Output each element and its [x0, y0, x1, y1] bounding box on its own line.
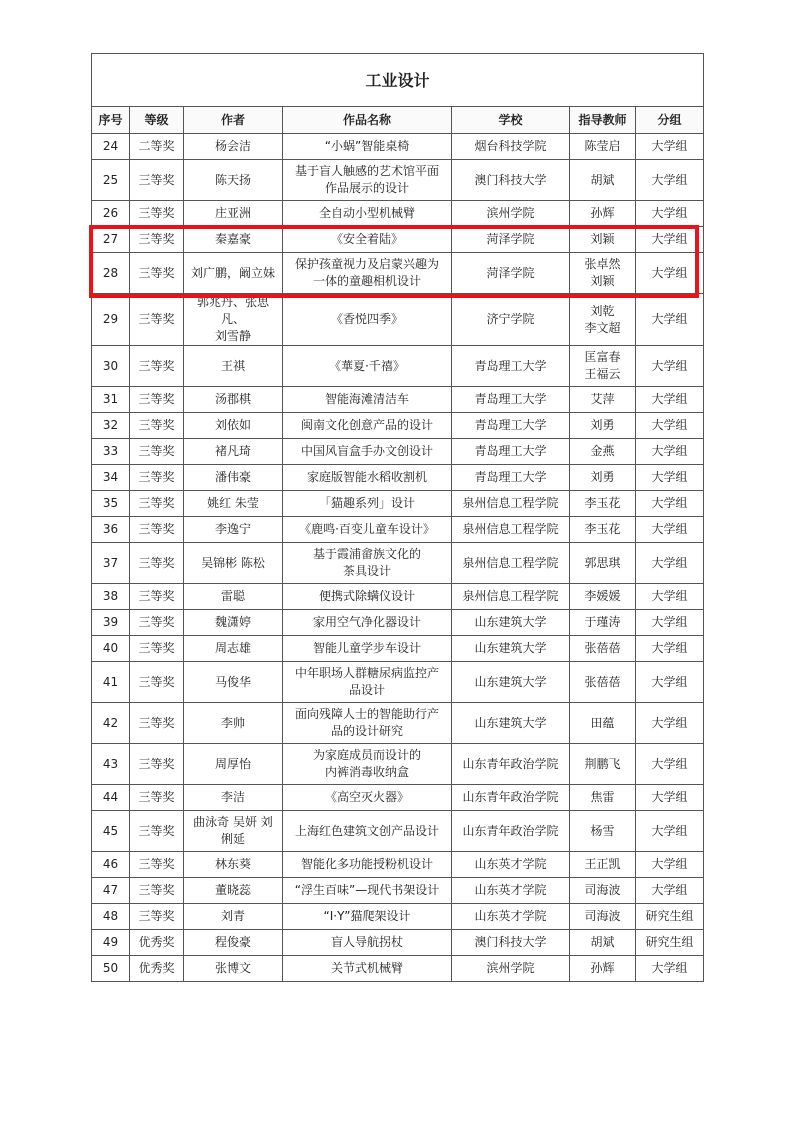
table-row	[92, 904, 704, 930]
table-row	[92, 956, 704, 982]
cell-advisor: 司海波	[570, 904, 636, 930]
cell-work: 《高空灭火器》	[283, 785, 452, 811]
cell-group: 大学组	[636, 811, 704, 852]
cell-no: 47	[92, 878, 130, 904]
cell-group: 大学组	[636, 253, 704, 294]
cell-school: 烟台科技学院	[452, 134, 570, 160]
table-row	[92, 201, 704, 227]
cell-group: 大学组	[636, 584, 704, 610]
cell-advisor: 刘乾 李文超	[570, 294, 636, 346]
cell-author: 魏潇婷	[184, 610, 283, 636]
cell-author: 汤郡棋	[184, 387, 283, 413]
cell-level: 三等奖	[130, 517, 184, 543]
cell-level: 三等奖	[130, 878, 184, 904]
cell-group: 大学组	[636, 346, 704, 387]
cell-author: 曲泳奇 吴妍 刘 俐延	[184, 811, 283, 852]
table-body	[92, 134, 704, 982]
table-row	[92, 134, 704, 160]
cell-school: 山东建筑大学	[452, 636, 570, 662]
table-row	[92, 160, 704, 201]
cell-level: 三等奖	[130, 160, 184, 201]
cell-work: 面向残障人士的智能助行产 品的设计研究	[283, 703, 452, 744]
cell-level: 三等奖	[130, 852, 184, 878]
table-row	[92, 662, 704, 703]
cell-author: 刘依如	[184, 413, 283, 439]
cell-no: 25	[92, 160, 130, 201]
cell-advisor: 张蓓蓓	[570, 636, 636, 662]
cell-group: 大学组	[636, 744, 704, 785]
cell-group: 大学组	[636, 413, 704, 439]
cell-school: 山东英才学院	[452, 878, 570, 904]
cell-work: 关节式机械臂	[283, 956, 452, 982]
cell-advisor: 刘颖	[570, 227, 636, 253]
cell-group: 研究生组	[636, 930, 704, 956]
cell-school: 山东建筑大学	[452, 610, 570, 636]
cell-school: 澳门科技大学	[452, 930, 570, 956]
cell-school: 泉州信息工程学院	[452, 517, 570, 543]
cell-no: 37	[92, 543, 130, 584]
cell-work: 家用空气净化器设计	[283, 610, 452, 636]
table-row	[92, 517, 704, 543]
cell-group: 大学组	[636, 227, 704, 253]
table-row	[92, 852, 704, 878]
cell-author: 周志雄	[184, 636, 283, 662]
table-row	[92, 253, 704, 294]
table-row	[92, 744, 704, 785]
cell-group: 大学组	[636, 662, 704, 703]
table-row	[92, 491, 704, 517]
cell-work: 中年职场人群糖尿病监控产 品设计	[283, 662, 452, 703]
table-row	[92, 636, 704, 662]
cell-advisor: 郭思琪	[570, 543, 636, 584]
cell-author: 马俊华	[184, 662, 283, 703]
cell-no: 31	[92, 387, 130, 413]
cell-school: 山东建筑大学	[452, 662, 570, 703]
cell-no: 32	[92, 413, 130, 439]
cell-advisor: 张蓓蓓	[570, 662, 636, 703]
cell-advisor: 胡斌	[570, 930, 636, 956]
cell-group: 大学组	[636, 491, 704, 517]
cell-no: 28	[92, 253, 130, 294]
cell-author: 褚凡琦	[184, 439, 283, 465]
cell-work: 《香悦四季》	[283, 294, 452, 346]
cell-group: 大学组	[636, 517, 704, 543]
cell-work: 盲人导航拐杖	[283, 930, 452, 956]
cell-work: 智能儿童学步车设计	[283, 636, 452, 662]
cell-level: 三等奖	[130, 294, 184, 346]
cell-author: 林东葵	[184, 852, 283, 878]
cell-level: 三等奖	[130, 904, 184, 930]
cell-no: 35	[92, 491, 130, 517]
header-advisor: 指导教师	[570, 107, 636, 134]
cell-group: 大学组	[636, 387, 704, 413]
cell-advisor: 张卓然 刘颖	[570, 253, 636, 294]
table-title: 工业设计	[92, 54, 704, 107]
cell-work: “小蜗”智能桌椅	[283, 134, 452, 160]
table-row	[92, 703, 704, 744]
cell-work: 《安全着陆》	[283, 227, 452, 253]
cell-school: 菏泽学院	[452, 253, 570, 294]
cell-group: 大学组	[636, 134, 704, 160]
cell-advisor: 司海波	[570, 878, 636, 904]
cell-school: 青岛理工大学	[452, 465, 570, 491]
header-row	[92, 107, 704, 134]
table-row	[92, 811, 704, 852]
cell-author: 李洁	[184, 785, 283, 811]
cell-school: 青岛理工大学	[452, 439, 570, 465]
cell-author: 郭兆丹、张思凡、 刘雪静	[184, 294, 283, 346]
cell-no: 40	[92, 636, 130, 662]
cell-level: 优秀奖	[130, 930, 184, 956]
table-row	[92, 930, 704, 956]
cell-work: 基于盲人触感的艺术馆平面 作品展示的设计	[283, 160, 452, 201]
cell-level: 三等奖	[130, 662, 184, 703]
cell-school: 山东建筑大学	[452, 703, 570, 744]
cell-no: 27	[92, 227, 130, 253]
cell-group: 大学组	[636, 160, 704, 201]
cell-group: 研究生组	[636, 904, 704, 930]
cell-author: 陈天扬	[184, 160, 283, 201]
cell-author: 潘伟豪	[184, 465, 283, 491]
cell-author: 李逸宁	[184, 517, 283, 543]
cell-school: 青岛理工大学	[452, 346, 570, 387]
cell-level: 三等奖	[130, 413, 184, 439]
cell-school: 济宁学院	[452, 294, 570, 346]
header-level: 等级	[130, 107, 184, 134]
cell-school: 青岛理工大学	[452, 413, 570, 439]
cell-work: 中国风盲盒手办文创设计	[283, 439, 452, 465]
cell-no: 42	[92, 703, 130, 744]
cell-advisor: 杨雪	[570, 811, 636, 852]
cell-advisor: 刘勇	[570, 413, 636, 439]
cell-author: 庄亚洲	[184, 201, 283, 227]
cell-no: 49	[92, 930, 130, 956]
cell-no: 29	[92, 294, 130, 346]
cell-group: 大学组	[636, 201, 704, 227]
cell-school: 泉州信息工程学院	[452, 491, 570, 517]
cell-advisor: 匡富春 王福云	[570, 346, 636, 387]
cell-advisor: 孙辉	[570, 956, 636, 982]
cell-advisor: 王正凯	[570, 852, 636, 878]
cell-school: 山东青年政治学院	[452, 811, 570, 852]
award-document	[91, 53, 703, 982]
cell-group: 大学组	[636, 956, 704, 982]
cell-level: 优秀奖	[130, 956, 184, 982]
cell-author: 杨会洁	[184, 134, 283, 160]
cell-group: 大学组	[636, 703, 704, 744]
cell-author: 秦嘉豪	[184, 227, 283, 253]
cell-group: 大学组	[636, 610, 704, 636]
table-row	[92, 543, 704, 584]
cell-advisor: 胡斌	[570, 160, 636, 201]
cell-no: 26	[92, 201, 130, 227]
award-table	[91, 53, 704, 982]
cell-group: 大学组	[636, 543, 704, 584]
table-row	[92, 439, 704, 465]
cell-author: 周厚怡	[184, 744, 283, 785]
cell-author: 张博文	[184, 956, 283, 982]
table-row	[92, 227, 704, 253]
cell-school: 泉州信息工程学院	[452, 543, 570, 584]
cell-author: 王祺	[184, 346, 283, 387]
cell-school: 菏泽学院	[452, 227, 570, 253]
cell-author: 刘广鹏，阚立妹	[184, 253, 283, 294]
table-row	[92, 878, 704, 904]
cell-school: 山东青年政治学院	[452, 744, 570, 785]
header-school: 学校	[452, 107, 570, 134]
cell-author: 吴锦彬 陈松	[184, 543, 283, 584]
cell-level: 三等奖	[130, 346, 184, 387]
cell-no: 48	[92, 904, 130, 930]
cell-no: 36	[92, 517, 130, 543]
cell-no: 34	[92, 465, 130, 491]
table-row	[92, 465, 704, 491]
cell-group: 大学组	[636, 785, 704, 811]
cell-level: 三等奖	[130, 811, 184, 852]
cell-author: 刘青	[184, 904, 283, 930]
cell-level: 三等奖	[130, 491, 184, 517]
cell-work: 「猫趣系列」设计	[283, 491, 452, 517]
cell-author: 董晓蕊	[184, 878, 283, 904]
cell-no: 39	[92, 610, 130, 636]
cell-school: 青岛理工大学	[452, 387, 570, 413]
cell-level: 三等奖	[130, 584, 184, 610]
cell-school: 澳门科技大学	[452, 160, 570, 201]
cell-no: 46	[92, 852, 130, 878]
cell-work: “浮生百味”—现代书架设计	[283, 878, 452, 904]
cell-author: 李帅	[184, 703, 283, 744]
header-author: 作者	[184, 107, 283, 134]
cell-author: 程俊豪	[184, 930, 283, 956]
cell-author: 雷聪	[184, 584, 283, 610]
cell-level: 三等奖	[130, 543, 184, 584]
table-row	[92, 785, 704, 811]
cell-school: 滨州学院	[452, 201, 570, 227]
header-no: 序号	[92, 107, 130, 134]
cell-level: 三等奖	[130, 253, 184, 294]
cell-advisor: 田蕴	[570, 703, 636, 744]
cell-advisor: 陈莹启	[570, 134, 636, 160]
cell-no: 50	[92, 956, 130, 982]
cell-advisor: 孙辉	[570, 201, 636, 227]
cell-no: 38	[92, 584, 130, 610]
cell-group: 大学组	[636, 878, 704, 904]
cell-school: 山东英才学院	[452, 904, 570, 930]
table-row	[92, 294, 704, 346]
cell-advisor: 李玉花	[570, 491, 636, 517]
cell-school: 山东英才学院	[452, 852, 570, 878]
cell-level: 三等奖	[130, 785, 184, 811]
cell-work: 全自动小型机械臂	[283, 201, 452, 227]
cell-no: 33	[92, 439, 130, 465]
cell-group: 大学组	[636, 465, 704, 491]
cell-work: 《鹿鸣·百变儿童车设计》	[283, 517, 452, 543]
cell-level: 三等奖	[130, 610, 184, 636]
header-group: 分组	[636, 107, 704, 134]
cell-level: 三等奖	[130, 439, 184, 465]
cell-group: 大学组	[636, 636, 704, 662]
cell-level: 二等奖	[130, 134, 184, 160]
cell-advisor: 金燕	[570, 439, 636, 465]
cell-work: 闽南文化创意产品的设计	[283, 413, 452, 439]
cell-work: 为家庭成员而设计的 内裤消毒收纳盒	[283, 744, 452, 785]
cell-level: 三等奖	[130, 387, 184, 413]
cell-advisor: 荆鹏飞	[570, 744, 636, 785]
cell-group: 大学组	[636, 439, 704, 465]
cell-level: 三等奖	[130, 703, 184, 744]
cell-no: 43	[92, 744, 130, 785]
cell-no: 44	[92, 785, 130, 811]
table-row	[92, 387, 704, 413]
cell-level: 三等奖	[130, 465, 184, 491]
table-row	[92, 584, 704, 610]
cell-school: 泉州信息工程学院	[452, 584, 570, 610]
cell-advisor: 艾萍	[570, 387, 636, 413]
cell-work: 家庭版智能水稻收割机	[283, 465, 452, 491]
cell-work: 基于霞浦畲族文化的 茶具设计	[283, 543, 452, 584]
cell-work: 便携式除螨仪设计	[283, 584, 452, 610]
cell-group: 大学组	[636, 852, 704, 878]
cell-level: 三等奖	[130, 227, 184, 253]
cell-level: 三等奖	[130, 201, 184, 227]
cell-work: 《華夏·千禧》	[283, 346, 452, 387]
cell-no: 45	[92, 811, 130, 852]
cell-work: 上海红色建筑文创产品设计	[283, 811, 452, 852]
table-row	[92, 413, 704, 439]
cell-school: 滨州学院	[452, 956, 570, 982]
cell-no: 41	[92, 662, 130, 703]
cell-advisor: 李媛媛	[570, 584, 636, 610]
cell-advisor: 于瑾涛	[570, 610, 636, 636]
cell-school: 山东青年政治学院	[452, 785, 570, 811]
cell-author: 姚红 朱莹	[184, 491, 283, 517]
cell-no: 30	[92, 346, 130, 387]
header-work: 作品名称	[283, 107, 452, 134]
cell-advisor: 刘勇	[570, 465, 636, 491]
cell-work: “I·Y”猫爬架设计	[283, 904, 452, 930]
table-row	[92, 610, 704, 636]
cell-work: 保护孩童视力及启蒙兴趣为 一体的童趣相机设计	[283, 253, 452, 294]
table-row	[92, 346, 704, 387]
cell-work: 智能化多功能授粉机设计	[283, 852, 452, 878]
cell-group: 大学组	[636, 294, 704, 346]
cell-work: 智能海滩清洁车	[283, 387, 452, 413]
cell-no: 24	[92, 134, 130, 160]
cell-advisor: 李玉花	[570, 517, 636, 543]
cell-level: 三等奖	[130, 636, 184, 662]
cell-level: 三等奖	[130, 744, 184, 785]
cell-advisor: 焦雷	[570, 785, 636, 811]
